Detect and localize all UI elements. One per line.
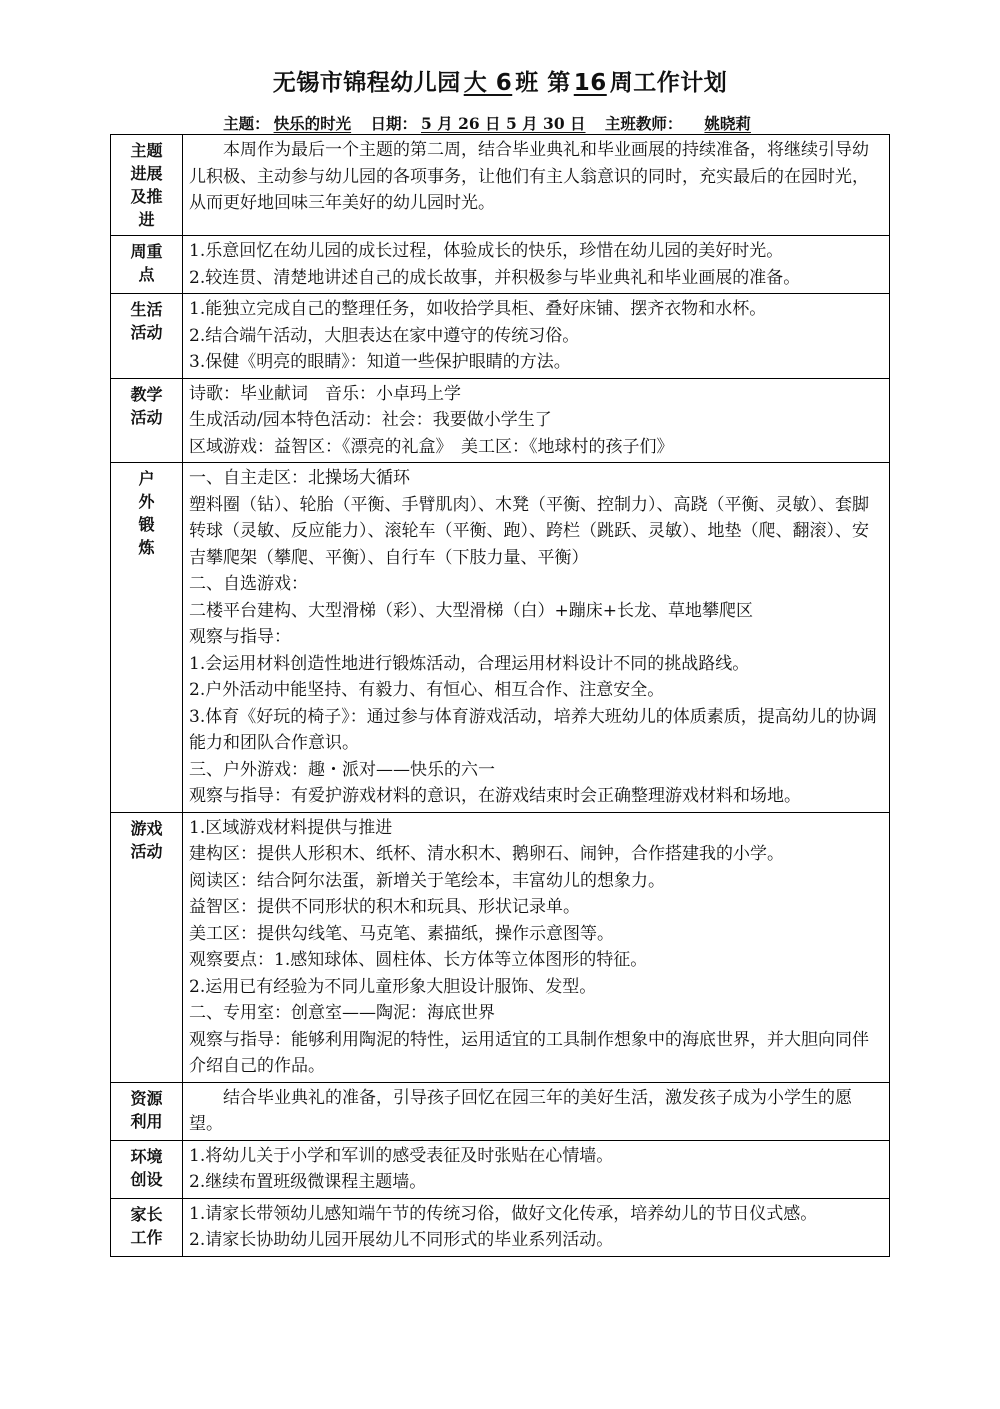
list-item: 一、自主走区：北操场大循环 xyxy=(189,468,410,488)
week-prefix: 第 xyxy=(547,70,571,96)
table-row xyxy=(111,1140,890,1198)
row-content xyxy=(183,378,890,463)
paragraph: 结合毕业典礼的准备，引导孩子回忆在园三年的美好生活，激发孩子成为小学生的愿望。 xyxy=(189,1087,852,1134)
row-category: 生活 活动 xyxy=(111,294,183,379)
list-item: 1.乐意回忆在幼儿园的成长过程，体验成长的快乐，珍惜在幼儿园的美好时光。 xyxy=(189,241,784,261)
row-content xyxy=(183,294,890,379)
list-item: 二、自选游戏： xyxy=(189,574,308,594)
list-item: 2.运用已有经验为不同儿童形象大胆设计服饰、发型。 xyxy=(189,976,597,997)
list-item: 阅读区：结合阿尔法蛋，新增关于笔绘本，丰富幼儿的想象力。 xyxy=(189,870,665,891)
list-item: 观察要点：1.感知球体、圆柱体、长方体等立体图形的特征。 xyxy=(189,950,648,970)
list-item: 2.较连贯、清楚地讲述自己的成长故事，并积极参与毕业典礼和毕业画展的准备。 xyxy=(189,267,801,288)
list-item: 1.将幼儿关于小学和军训的感受表征及时张贴在心情墙。 xyxy=(189,1145,614,1166)
table-row xyxy=(111,135,890,236)
table-row xyxy=(111,463,890,813)
list-item: 3.保健《明亮的眼睛》：知道一些保护眼睛的方法。 xyxy=(189,352,571,372)
row-content xyxy=(183,1082,890,1140)
list-item: 1.会运用材料创造性地进行锻炼活动，合理运用材料设计不同的挑战路线。 xyxy=(189,653,750,674)
row-category: 游戏 活动 xyxy=(111,812,183,1082)
row-category: 户 外 锻 炼 xyxy=(111,463,183,813)
row-content xyxy=(183,463,890,813)
list-item: 生成活动/园本特色活动：社会：我要做小学生了 xyxy=(189,410,552,430)
week-number: 16 xyxy=(573,70,607,96)
list-item: 益智区：提供不同形状的积木和玩具、形状记录单。 xyxy=(189,897,580,917)
row-category: 主题 进展 及推 进 xyxy=(111,135,183,236)
table-row xyxy=(111,294,890,379)
list-item: 2.请家长协助幼儿园开展幼儿不同形式的毕业系列活动。 xyxy=(189,1230,614,1250)
list-item: 三、户外游戏：趣・派对——快乐的六一 xyxy=(189,759,495,780)
theme-label: 主题： xyxy=(223,114,270,133)
row-content xyxy=(183,135,890,236)
teacher-value: 姚晓莉 xyxy=(704,114,751,133)
row-content xyxy=(183,1198,890,1256)
date-label: 日期： xyxy=(370,114,418,133)
list-item: 观察与指导：有爱护游戏材料的意识，在游戏结束时会正确整理游戏材料和场地。 xyxy=(189,786,801,806)
title-suffix: 周工作计划 xyxy=(609,70,728,96)
table-row xyxy=(111,1198,890,1256)
list-item: 2.结合端午活动，大胆表达在家中遵守的传统习俗。 xyxy=(189,325,580,346)
list-item: 诗歌：毕业献词 音乐：小卓玛上学 xyxy=(189,383,461,404)
list-item: 2.继续布置班级微课程主题墙。 xyxy=(189,1172,427,1192)
list-item: 塑料圈（钻）、轮胎（平衡、手臂肌肉）、木凳（平衡、控制力）、高跷（平衡、灵敏）、套脚转球（灵敏、反应能力）、滚轮车（平衡、跑）、跨栏（跳跃、灵敏）、地垫（爬、翻滚）、安吉攀爬架（攀爬、平衡）、自行车（下肢力量、平衡） xyxy=(189,494,869,568)
list-item: 2.户外活动中能坚持、有毅力、有恒心、相互合作、注意安全。 xyxy=(189,680,665,700)
weekly-plan-table xyxy=(110,134,890,1257)
row-category: 资源 利用 xyxy=(111,1082,183,1140)
title-prefix: 无锡市锦程幼儿园 xyxy=(272,70,461,96)
row-content xyxy=(183,812,890,1082)
list-item: 1.能独立完成自己的整理任务，如收拾学具柜、叠好床铺、摆齐衣物和水杯。 xyxy=(189,299,767,319)
list-item: 1.请家长带领幼儿感知端午节的传统习俗，做好文化传承，培养幼儿的节日仪式感。 xyxy=(189,1203,818,1224)
list-item: 建构区：提供人形积木、纸杯、清水积木、鹅卵石、闹钟，合作搭建我的小学。 xyxy=(189,844,784,864)
teacher-label: 主班教师： xyxy=(604,114,683,133)
row-category: 教学 活动 xyxy=(111,378,183,463)
list-item: 美工区：提供勾线笔、马克笔、素描纸，操作示意图等。 xyxy=(189,923,614,944)
class-word: 班 xyxy=(515,70,539,96)
date-value: 5 月 26 日 5 月 30 日 xyxy=(421,114,586,133)
list-item: 二、专用室：创意室——陶泥：海底世界 xyxy=(189,1003,495,1023)
table-row xyxy=(111,1082,890,1140)
plan-meta xyxy=(0,112,1000,134)
table-row xyxy=(111,378,890,463)
list-item: 3.体育《好玩的椅子》：通过参与体育游戏活动，培养大班幼儿的体质素质，提高幼儿的协调能力和团队合作意识。 xyxy=(189,706,877,753)
list-item: 观察与指导： xyxy=(189,627,291,647)
row-category: 周重 点 xyxy=(111,236,183,294)
row-category: 环境 创设 xyxy=(111,1140,183,1198)
theme-value: 快乐的时光 xyxy=(273,114,352,133)
paragraph: 本周作为最后一个主题的第二周，结合毕业典礼和毕业画展的持续准备，将继续引导幼儿积极、主动参与幼儿园的各项事务，让他们有主人翁意识的同时，充实最后的在园时光，从而更好地回味三年美好的幼儿园时光。 xyxy=(189,140,869,213)
table-row xyxy=(111,812,890,1082)
list-item: 观察与指导：能够利用陶泥的特性，运用适宜的工具制作想象中的海底世界，并大胆向同伴介绍自己的作品。 xyxy=(189,1029,869,1076)
list-item: 1.区域游戏材料提供与推进 xyxy=(189,817,393,838)
page-title xyxy=(0,64,1000,97)
table-row xyxy=(111,236,890,294)
list-item: 区域游戏：益智区：《漂亮的礼盒》 美工区：《地球村的孩子们》 xyxy=(189,436,674,457)
list-item: 二楼平台建构、大型滑梯（彩）、大型滑梯（白）+蹦床+长龙、草地攀爬区 xyxy=(189,600,753,621)
class-name: 大 6 xyxy=(463,70,513,96)
row-content xyxy=(183,1140,890,1198)
row-category: 家长 工作 xyxy=(111,1198,183,1256)
row-content xyxy=(183,236,890,294)
